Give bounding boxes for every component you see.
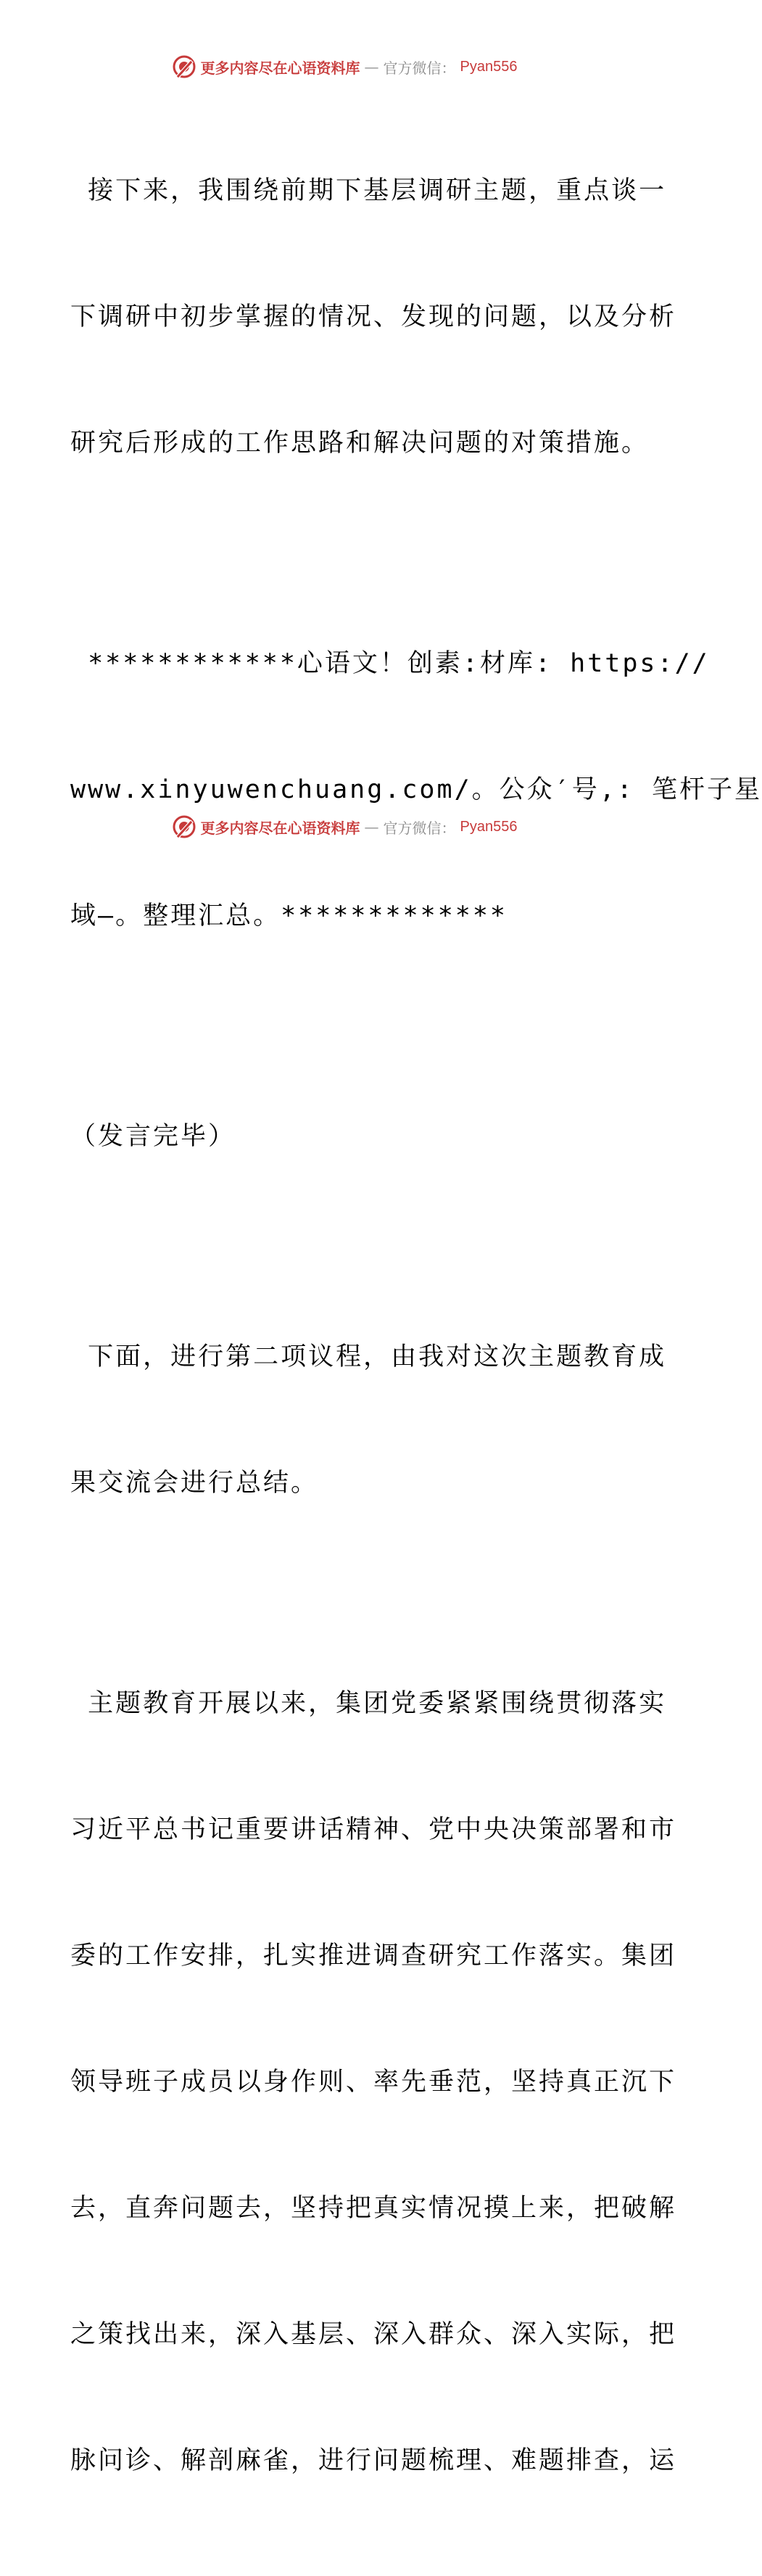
watermark-id-text: Pyan556 bbox=[460, 818, 518, 835]
footer-watermark bbox=[0, 812, 689, 841]
paragraph-line: ************心语文！创素:材库: https:// bbox=[70, 649, 710, 678]
paragraph-line: 去，直奔问题去，坚持把真实情况摸上来，把破解 bbox=[70, 2194, 677, 2223]
watermark-id-text: Pyan556 bbox=[460, 58, 518, 75]
paragraph-speech-end bbox=[70, 1031, 621, 1242]
paragraph-line: 之策找出来，深入基层、深入群众、深入实际，把 bbox=[70, 2320, 677, 2349]
paragraph-research-intro bbox=[70, 86, 677, 548]
watermark-separator: — bbox=[364, 58, 379, 75]
paragraph-line: 下调研中初步掌握的情况、发现的问题，以及分析 bbox=[70, 302, 677, 331]
paragraph-line: 主题教育开展以来，集团党委紧紧围绕贯彻落实 bbox=[70, 1689, 667, 1718]
paragraph-line: 委的工作安排，扎实推进调查研究工作落实。集团 bbox=[70, 1941, 677, 1970]
paragraph-line: 域—。整理汇总。************* bbox=[70, 901, 508, 930]
paragraph-line: 研究后形成的工作思路和解决问题的对策措施。 bbox=[70, 429, 650, 458]
paragraph-source-note bbox=[70, 558, 762, 1021]
paragraph-line: www.xinyuwenchuang.com/。公众′号,: 笔杆子星 bbox=[70, 775, 762, 804]
paragraph-line: 下面，进行第二项议程，由我对这次主题教育成 bbox=[70, 1342, 667, 1371]
paragraph-line: 接下来，我围绕前期下基层调研主题，重点谈一 bbox=[70, 176, 667, 205]
watermark-main-text: 更多内容尽在心语资料库 bbox=[200, 819, 360, 837]
paragraph-line: （发言完毕） bbox=[70, 1122, 236, 1151]
document-body bbox=[70, 86, 762, 2576]
pen-logo-icon bbox=[172, 814, 196, 839]
paragraph-agenda-two bbox=[70, 1252, 667, 1588]
pen-logo-icon bbox=[172, 54, 196, 79]
watermark-separator: — bbox=[364, 818, 379, 835]
paragraph-line: 脉问诊、解剖麻雀，进行问题梳理、难题排查，运 bbox=[70, 2446, 677, 2475]
paragraph-theme-education bbox=[70, 1598, 677, 2566]
paragraph-line: 果交流会进行总结。 bbox=[70, 1469, 319, 1498]
paragraph-line: 领导班子成员以身作则、率先垂范，坚持真正沉下 bbox=[70, 2068, 677, 2097]
watermark-main-text: 更多内容尽在心语资料库 bbox=[200, 59, 360, 77]
watermark-sub-text: 官方微信： bbox=[383, 819, 456, 837]
header-watermark bbox=[0, 52, 689, 81]
paragraph-line: 习近平总书记重要讲话精神、党中央决策部署和市 bbox=[70, 1815, 677, 1844]
watermark-sub-text: 官方微信： bbox=[383, 59, 456, 77]
